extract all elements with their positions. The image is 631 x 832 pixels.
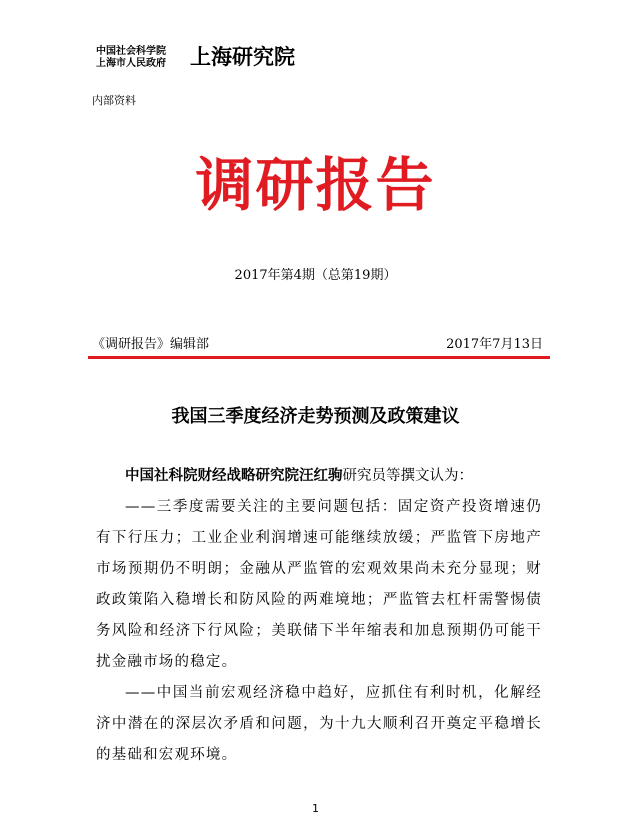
publication-date: 2017年7月13日 [446, 337, 543, 352]
lead-rest-text: 研究员等撰文认为： [342, 468, 473, 484]
institute-name: 上海研究院 [190, 44, 295, 69]
page-number: 1 [312, 802, 319, 815]
article-body [96, 461, 542, 771]
red-divider-rule [88, 356, 550, 359]
author-affiliation: 中国社科院财经战略研究院汪红驹 [125, 468, 343, 484]
article-title: 我国三季度经济走势预测及政策建议 [171, 406, 460, 427]
organization-lines [96, 46, 166, 70]
internal-material-label: 内部资料 [92, 94, 136, 107]
lead-paragraph [96, 461, 542, 492]
org-line-cass: 中国社会科学院 [96, 46, 166, 57]
body-paragraph-2: ——中国当前宏观经济稳中趋好，应抓住有利时机，化解经济中潜在的深层次矛盾和问题，为十九大顺利召开奠定平稳增长的基础和宏观环境。 [96, 685, 542, 763]
body-paragraph-1: ——三季度需要关注的主要问题包括：固定资产投资增速仍有下行压力；工业企业利润增速可能继续放缓；严监管下房地产市场预期仍不明朗；金融从严监管的宏观效果尚未充分显现；财政政策陷入稳增长和防风险的两难境地；严监管去杠杆需警惕债务风险和经济下行风险；美联储下半年缩表和加息预期仍可能干扰金融市场的稳定。 [96, 499, 542, 670]
editorial-department: 《调研报告》编辑部 [92, 337, 210, 352]
report-main-title: 调研报告 [195, 151, 436, 219]
org-line-shanghai-gov: 上海市人民政府 [96, 58, 166, 69]
issue-number: 2017年第4期（总第19期） [234, 268, 397, 283]
